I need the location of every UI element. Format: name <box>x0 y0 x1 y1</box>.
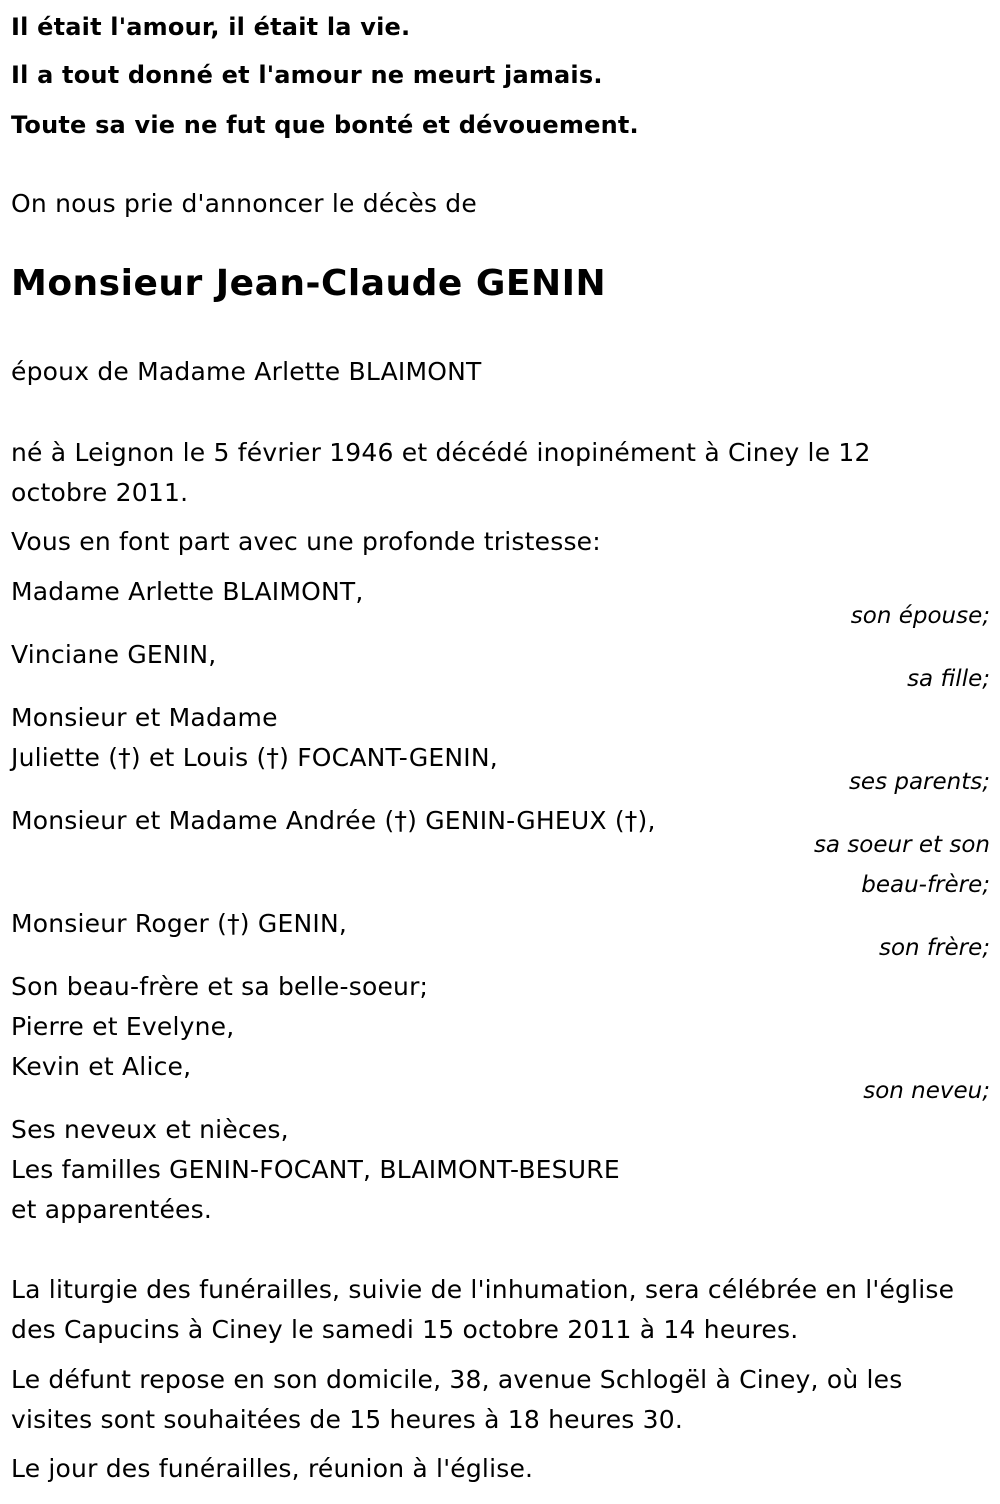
visitation-line-2: visites sont souhaitées de 15 heures à 18 heures 30. <box>11 1405 684 1434</box>
family-name-parents-line-2: Juliette (†) et Louis (†) FOCANT-GENIN, <box>11 743 498 772</box>
family-name-inlaws-line-3: Kevin et Alice, <box>11 1052 192 1081</box>
spouse-line: époux de Madame Arlette BLAIMONT <box>11 357 482 386</box>
family-name-inlaws-line-2: Pierre et Evelyne, <box>11 1012 235 1041</box>
visitation-line-1: Le défunt repose en son domicile, 38, avenue Schlogël à Ciney, où les <box>11 1365 903 1394</box>
funeral-line-2: des Capucins à Ciney le samedi 15 octobre 2011 à 14 heures. <box>11 1315 799 1344</box>
family-relation-parents: ses parents; <box>848 769 990 795</box>
family-name-inlaws-line-1: Son beau-frère et sa belle-soeur; <box>11 972 429 1001</box>
family-name-relatives-line-2: Les familles GENIN-FOCANT, BLAIMONT-BESURE <box>11 1155 620 1184</box>
family-relation-daughter: sa fille; <box>907 666 990 692</box>
family-name-parents-line-1: Monsieur et Madame <box>11 703 278 732</box>
birth-death-line-2: octobre 2011. <box>11 478 189 507</box>
family-name-daughter: Vinciane GENIN, <box>11 640 217 669</box>
family-name-brother: Monsieur Roger (†) GENIN, <box>11 909 347 938</box>
family-relation-spouse: son épouse; <box>850 603 990 629</box>
deceased-name: Monsieur Jean-Claude GENIN <box>11 263 607 304</box>
family-relation-sister-line-2: beau-frère; <box>861 872 990 898</box>
intro-text: On nous prie d'annoncer le décès de <box>11 189 477 218</box>
family-name-relatives-line-3: et apparentées. <box>11 1195 212 1224</box>
family-relation-brother: son frère; <box>878 935 990 961</box>
meeting-text: Le jour des funérailles, réunion à l'église. <box>11 1454 534 1483</box>
announce-text: Vous en font part avec une profonde tristesse: <box>11 527 601 556</box>
motto-line-2: Il a tout donné et l'amour ne meurt jamais. <box>11 61 603 89</box>
family-relation-nephew: son neveu; <box>863 1078 990 1104</box>
family-name-sister: Monsieur et Madame Andrée (†) GENIN-GHEUX (†), <box>11 806 656 835</box>
motto-line-3: Toute sa vie ne fut que bonté et dévouement. <box>11 111 639 139</box>
funeral-line-1: La liturgie des funérailles, suivie de l'inhumation, sera célébrée en l'église <box>11 1275 955 1304</box>
family-name-relatives-line-1: Ses neveux et nièces, <box>11 1115 289 1144</box>
family-name-spouse: Madame Arlette BLAIMONT, <box>11 577 364 606</box>
birth-death-line-1: né à Leignon le 5 février 1946 et décédé inopinément à Ciney le 12 <box>11 438 871 467</box>
family-relation-sister-line-1: sa soeur et son <box>813 832 990 858</box>
motto-line-1: Il était l'amour, il était la vie. <box>11 13 411 41</box>
